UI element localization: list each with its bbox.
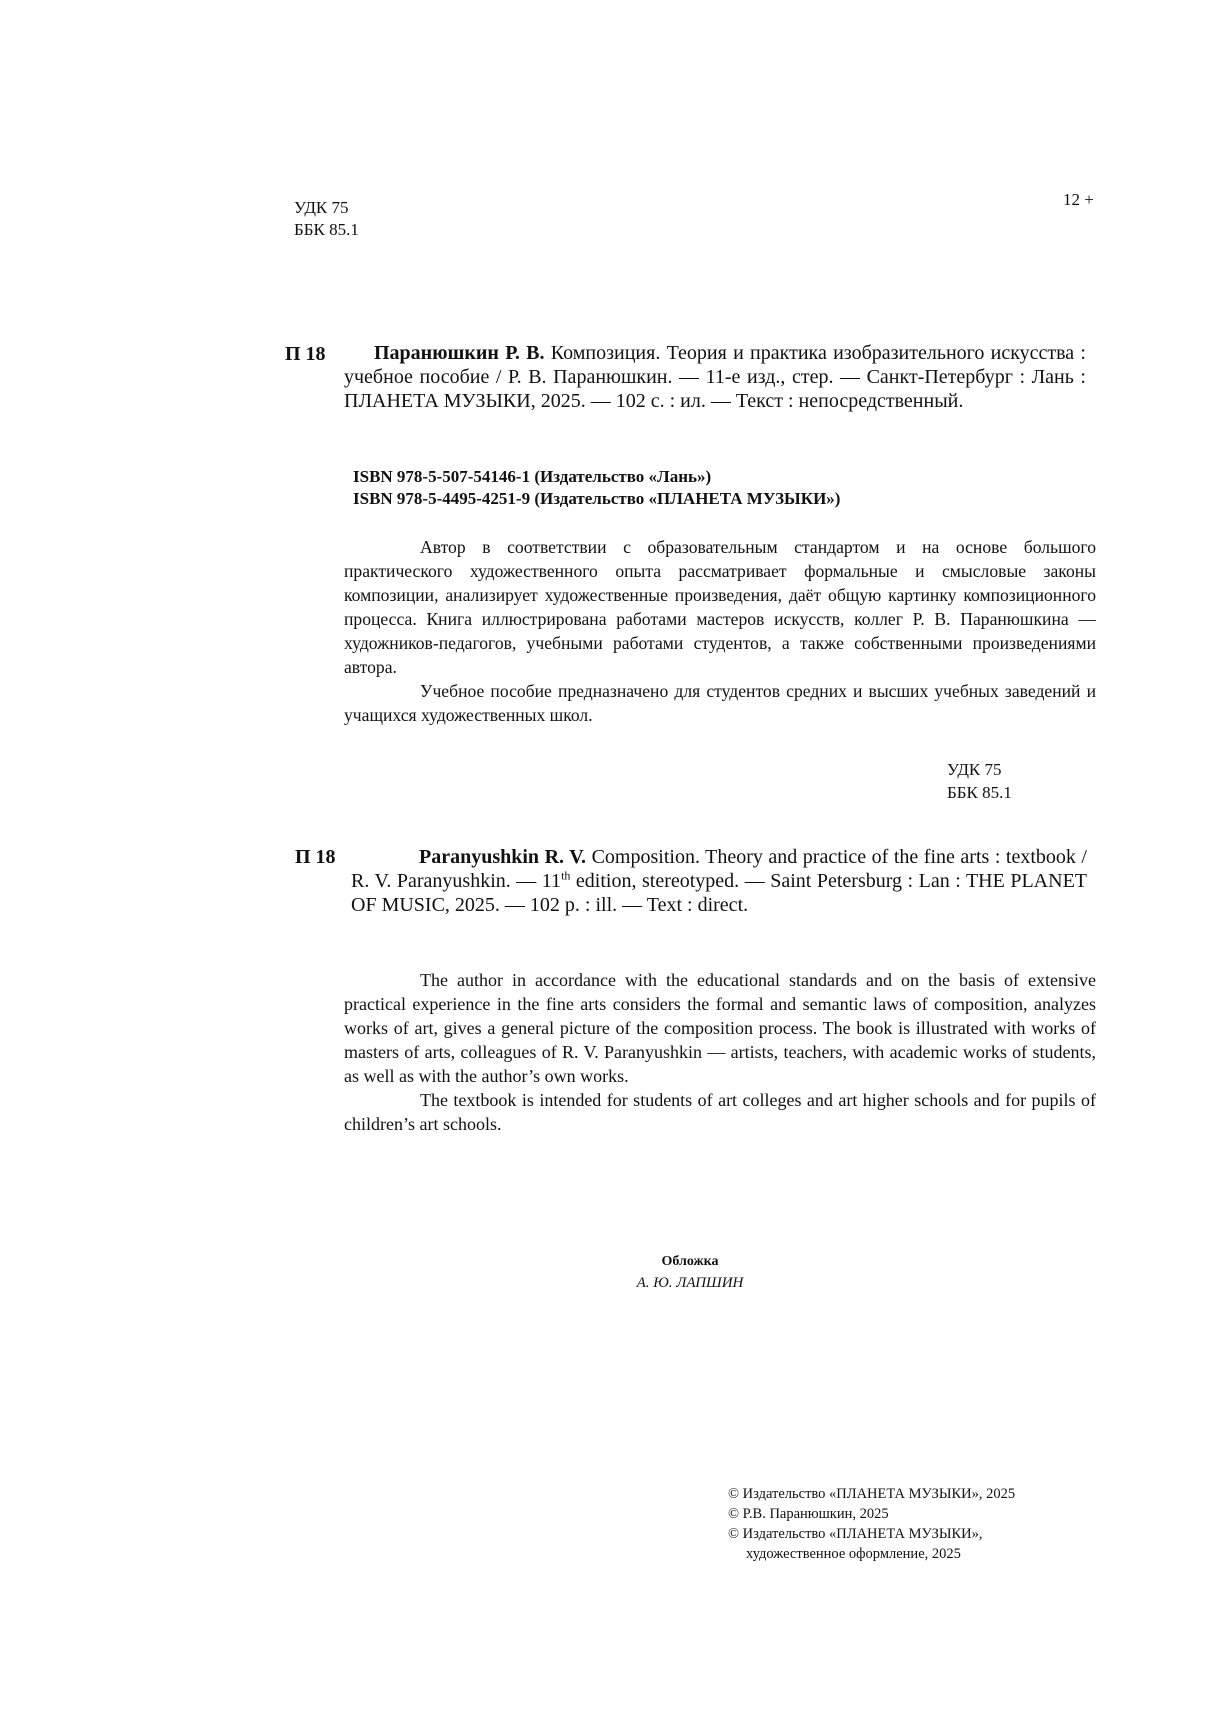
udk-block-bottom (947, 758, 1012, 804)
entry-ru-text (344, 341, 1086, 413)
copyright-line: © Издательство «ПЛАНЕТА МУЗЫКИ», 2025 (728, 1486, 1016, 1502)
udk-code: УДК 75 (947, 760, 1002, 779)
abstract-ru (344, 535, 1096, 727)
isbn-block (353, 466, 840, 510)
entry-en-text (351, 845, 1087, 917)
abstract-en (344, 968, 1096, 1136)
catalog-code-en: П 18 (295, 846, 336, 868)
copyright-line: © Р.В. Паранюшкин, 2025 (728, 1506, 889, 1522)
bibliographic-entry-ru (344, 341, 1086, 413)
entry-ru-author: Паранюшкин Р. В. (374, 342, 545, 364)
entry-en-body: Composition. Theory and practice of the fine arts : textbook / R. V. Paranyushkin. — 11 (351, 846, 1087, 892)
cover-credit-title: Обложка (661, 1254, 719, 1269)
catalog-code-ru: П 18 (285, 343, 326, 365)
entry-ru-body: Композиция. Теория и практика изобразительного искусства : учебное пособие / Р. В. Паранюшкин. — 11-е изд., стер. — Санкт-Петербург : Лань : ПЛАНЕТА МУЗЫКИ, 2025. — 102 с. : ил. — Текст : непосредственный. (344, 342, 1086, 412)
copyright-line: © Издательство «ПЛАНЕТА МУЗЫКИ», (728, 1526, 983, 1542)
cover-credit-author: А. Ю. ЛАПШИН (636, 1275, 744, 1291)
udk-block-top (294, 197, 359, 241)
abstract-en-paragraph: The author in accordance with the educational standards and on the basis of extensive practical experience in the fine arts considers the formal and semantic laws of composition, analyzes works of art, gives a general picture of the composition process. The book is illustrated with works of masters of arts, colleagues of R. V. Paranyushkin — artists, teachers, with academic works of students, as well as with the author’s own works. (344, 970, 1096, 1086)
abstract-ru-paragraph: Автор в соответствии с образовательным стандартом и на основе большого практического художественного опыта рассматривает формальные и смысловые законы композиции, анализирует художественные произведения, даёт общую картинку композиционного процесса. Книга иллюстрирована работами мастеров искусств, коллег Р. В. Паранюшкина — художников-педагогов, учебными работами студентов, а также собственными произведениями автора. (344, 537, 1096, 677)
age-rating: 12 + (1063, 190, 1094, 209)
abstract-en-paragraph: The textbook is intended for students of art colleges and art higher schools and for pupils of children’s art schools. (344, 1090, 1096, 1134)
isbn-planet: ISBN 978-5-4495-4251-9 (Издательство «ПЛАНЕТА МУЗЫКИ») (353, 489, 841, 508)
udk-code: УДК 75 (294, 198, 349, 217)
bbk-code: ББК 85.1 (294, 220, 359, 239)
copyright-line: художественное оформление, 2025 (746, 1546, 961, 1562)
ordinal-suffix: th (561, 868, 571, 883)
abstract-ru-paragraph: Учебное пособие предназначено для студентов средних и высших учебных заведений и учащихся художественных школ. (344, 681, 1096, 725)
copyright-block (728, 1484, 1015, 1564)
entry-en-body-rest: edition, stereotyped. — Saint Petersburg : Lan : THE PLANET OF MUSIC, 2025. — 102 p. : ill. — Text : direct. (351, 870, 1088, 916)
entry-en-author: Paranyushkin R. V. (419, 846, 587, 868)
bbk-code: ББК 85.1 (947, 783, 1012, 802)
bibliographic-entry-en (351, 845, 1087, 917)
isbn-lan: ISBN 978-5-507-54146-1 (Издательство «Лань») (353, 467, 712, 486)
